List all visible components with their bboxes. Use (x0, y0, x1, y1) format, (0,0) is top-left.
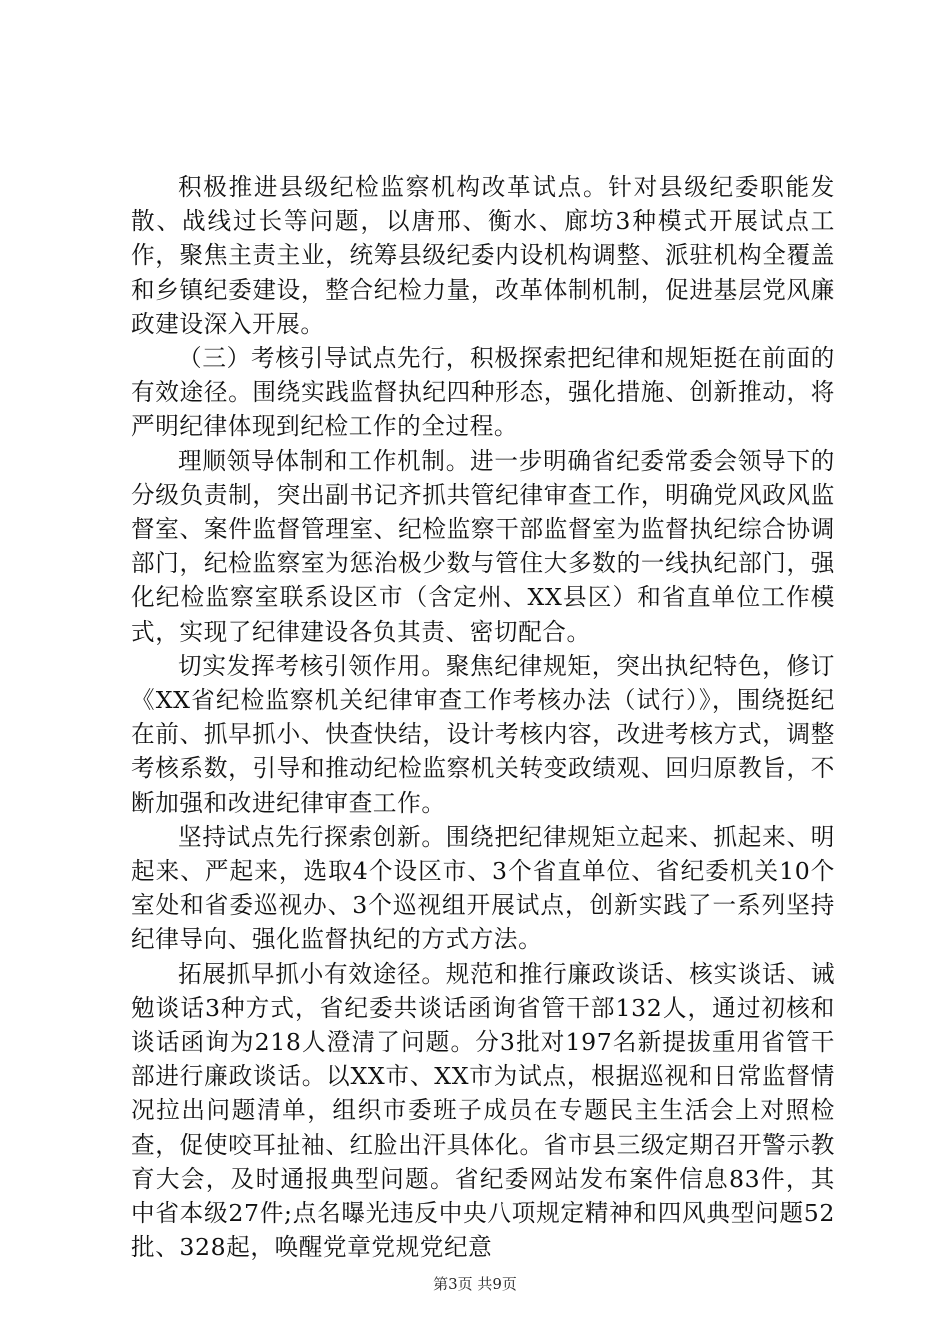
paragraph-section-three-heading: （三）考核引导试点先行，积极探索把纪律和规矩挺在前面的有效途径。围绕实践监督执纪四种形态，强化措施、创新推动，将严明纪律体现到纪检工作的全过程。 (131, 344, 835, 441)
paragraph-assessment-role: 切实发挥考核引领作用。聚焦纪律规矩，突出执纪特色，修订《XX省纪检监察机关纪律审查工作考核办法（试行）》，围绕挺纪在前、抓早抓小、快查快结，设计考核内容，改进考核方式，调整考核系数，引导和推动纪检监察机关转变政绩观、回归原教旨，不断加强和改进纪律审查工作。 (131, 651, 835, 817)
paragraph-early-intervention: 拓展抓早抓小有效途径。规范和推行廉政谈话、核实谈话、诫勉谈话3种方式，省纪委共谈话函询省管干部132人，通过初核和谈话函询为218人澄清了问题。分3批对197名新提拔重用省管干部进行廉政谈话。以XX市、XX市为试点，根据巡视和日常监督情况拉出问题清单，组织市委班子成员在专题民主生活会上对照检查，促使咬耳扯袖、红脸出汗具体化。省市县三级定期召开警示教育大会，及时通报典型问题。省纪委网站发布案件信息83件，其中省本级27件;点名曝光违反中央八项规定精神和四风典型问题52批、328起，唤醒党章党规党纪意 (131, 959, 835, 1262)
document-body (131, 170, 835, 1265)
paragraph-pilot-innovation: 坚持试点先行探索创新。围绕把纪律规矩立起来、抓起来、明起来、严起来，选取4个设区市、3个省直单位、省纪委机关10个室处和省委巡视办、3个巡视组开展试点，创新实践了一系列坚持纪律导向、强化监督执纪的方式方法。 (131, 822, 835, 954)
paragraph-leadership-mechanism: 理顺领导体制和工作机制。进一步明确省纪委常委会领导下的分级负责制，突出副书记齐抓共管纪律审查工作，明确党风政风监督室、案件监督管理室、纪检监察干部监督室为监督执纪综合协调部门，纪检监察室为惩治极少数与管住大多数的一线执纪部门，强化纪检监察室联系设区市（含定州、XX县区）和省直单位工作模式，实现了纪律建设各负其责、密切配合。 (131, 446, 835, 646)
page-number-footer: 第3页 共9页 (433, 1275, 517, 1293)
paragraph-county-reform: 积极推进县级纪检监察机构改革试点。针对县级纪委职能发散、战线过长等问题，以唐邢、衡水、廊坊3种模式开展试点工作，聚焦主责主业，统筹县级纪委内设机构调整、派驻机构全覆盖和乡镇纪委建设，整合纪检力量，改革体制机制，促进基层党风廉政建设深入开展。 (131, 173, 835, 338)
